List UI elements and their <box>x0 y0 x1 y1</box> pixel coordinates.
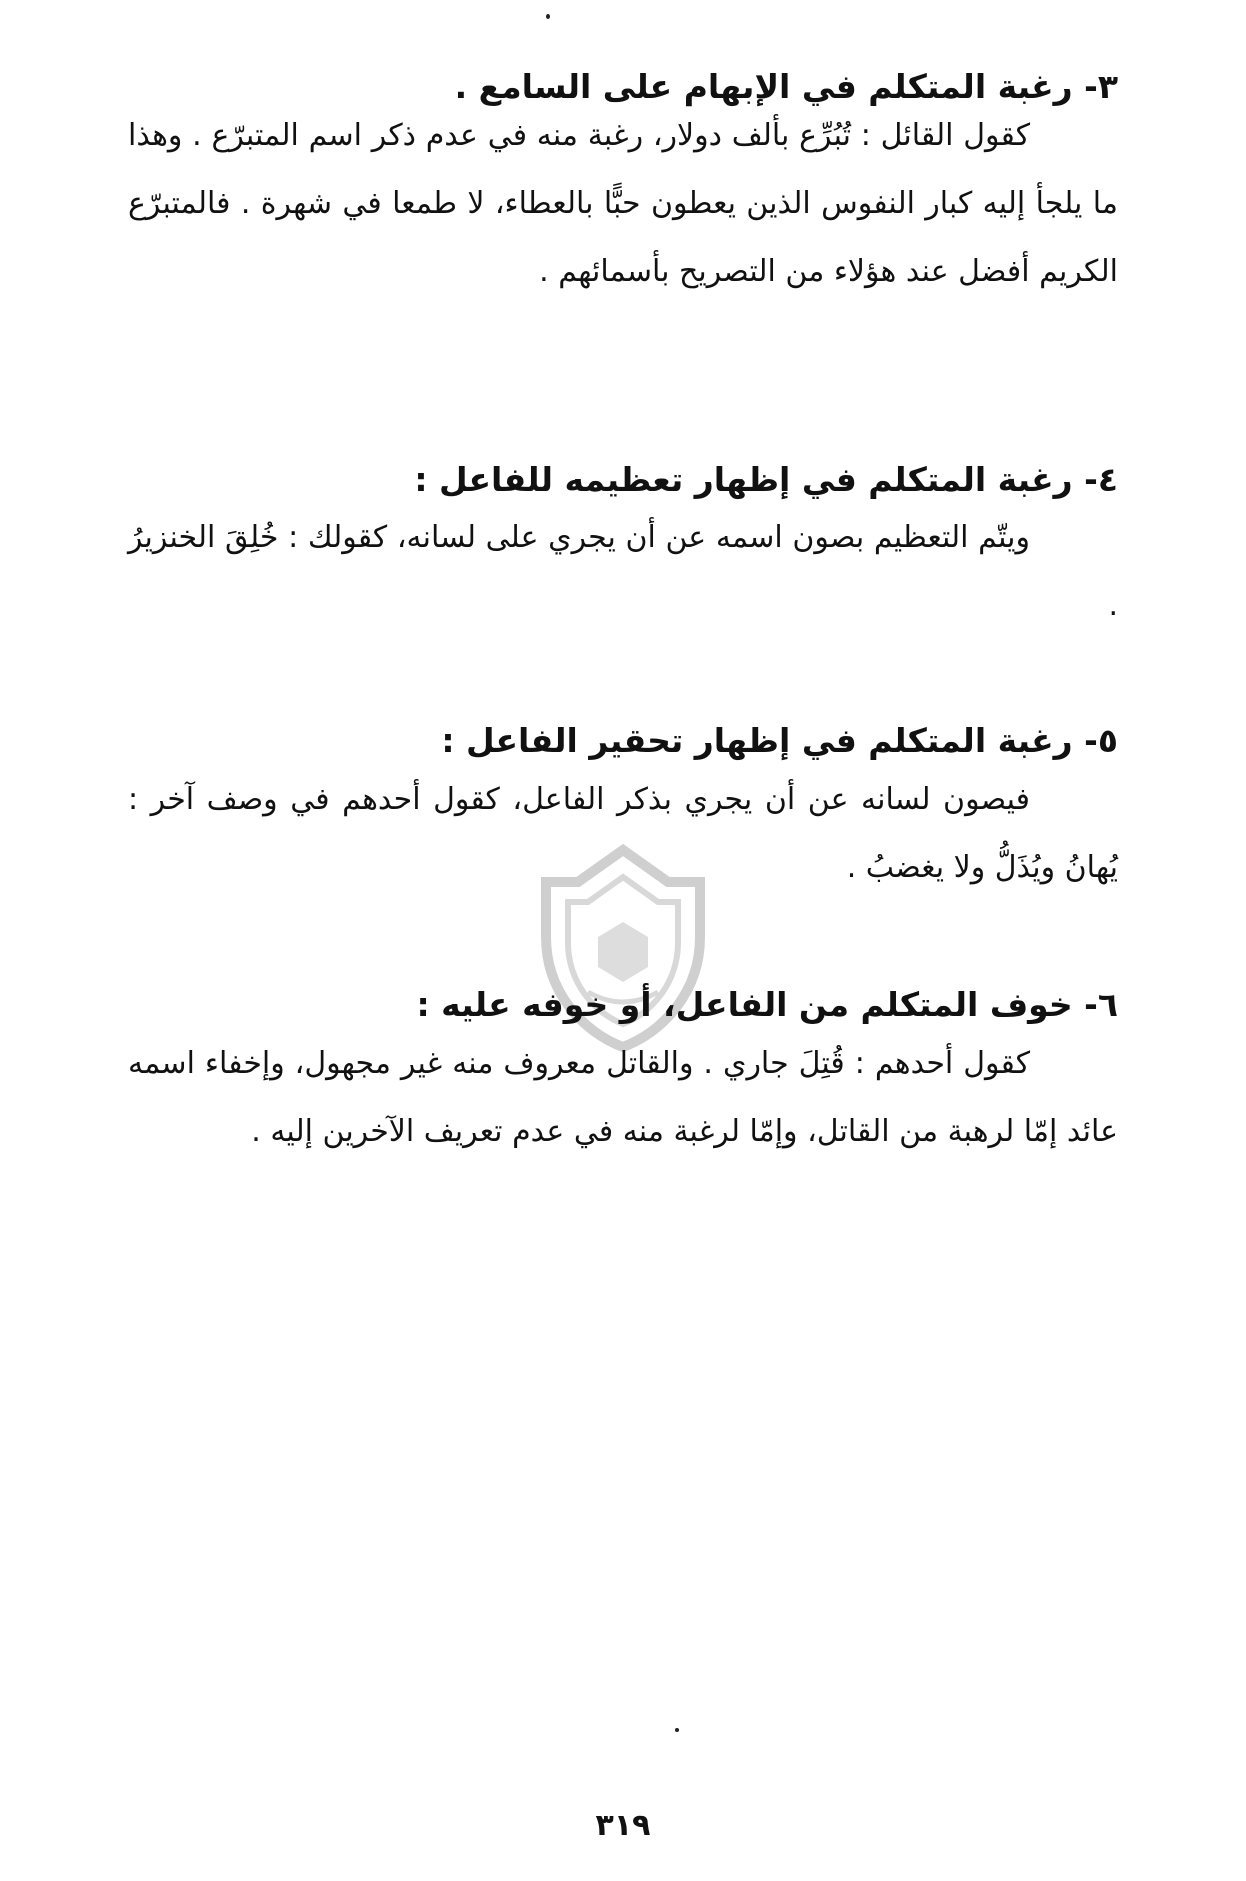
scan-speck <box>675 1728 679 1732</box>
paragraph <box>128 504 1118 640</box>
paragraph-text: فيصون لسانه عن أن يجري بذكر الفاعل، كقول أحدهم في وصف آخر : يُهانُ ويُذَلُّ ولا يغضبُ . <box>128 782 1118 885</box>
section-body-4 <box>128 504 1118 640</box>
section-body-6 <box>128 1030 1118 1166</box>
paragraph-text: كقول القائل : تُبُرِّع بألف دولار، رغبة منه في عدم ذكر اسم المتبرّع . وهذا ما يلجأ إليه كبار النفوس الذين يعطون حبًّا بالعطاء، لا طمعا في شهرة . فالمتبرّع الكريم أفضل عند هؤلاء من التصريح بأسمائهم . <box>128 118 1118 289</box>
section-body-3 <box>128 102 1118 306</box>
section-heading-5: ٥- رغبة المتكلم في إظهار تحقير الفاعل : <box>441 721 1118 760</box>
section-heading-3: ٣- رغبة المتكلم في الإبهام على السامع . <box>454 67 1118 106</box>
paragraph <box>128 1030 1118 1166</box>
page-number: ٣١٩ <box>595 1808 651 1843</box>
section-heading-6: ٦- خوف المتكلم من الفاعل، أو خوفه عليه : <box>416 985 1118 1024</box>
paragraph-text: ويتّم التعظيم بصون اسمه عن أن يجري على لسانه، كقولك : خُلِقَ الخنزيرُ . <box>128 520 1118 623</box>
section-heading-4: ٤- رغبة المتكلم في إظهار تعظيمه للفاعل : <box>414 460 1118 499</box>
paragraph-text: كقول أحدهم : قُتِلَ جاري . والقاتل معروف منه غير مجهول، وإخفاء اسمه عائد إمّا لرهبة من القاتل، وإمّا لرغبة منه في عدم تعريف الآخرين إليه . <box>128 1046 1118 1149</box>
scan-speck <box>546 14 550 19</box>
paragraph <box>128 102 1118 306</box>
